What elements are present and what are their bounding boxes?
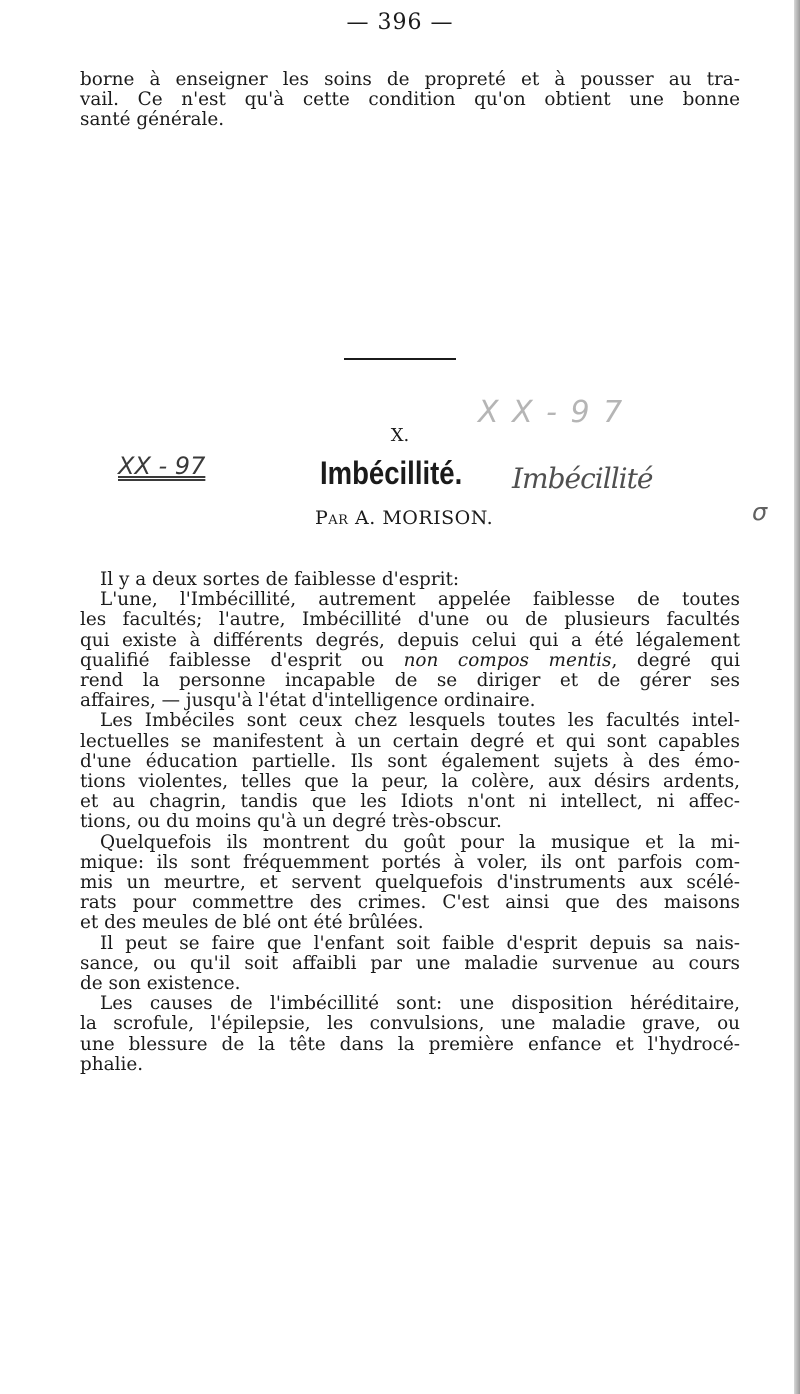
text-line: borne à enseigner les soins de propreté et à pousser au tra- [80, 69, 740, 90]
text-line: mis un meurtre, et servent quelquefois d'instruments aux scélé- [80, 872, 740, 894]
text-line: et au chagrin, tandis que les Idiots n'ont ni intellect, ni affec- [80, 791, 740, 813]
text-line: affaires, — jusqu'à l'état d'intelligence ordinaire. [80, 690, 536, 712]
text-line: tions, ou du moins qu'à un degré très-obscur. [80, 811, 502, 833]
text-line: qui existe à différents degrés, depuis celui qui a été légalement [80, 629, 740, 651]
section-title: Imbécillité. [320, 455, 463, 491]
text-line: de son existence. [80, 973, 241, 995]
text-line: Il peut se faire que l'enfant soit faible d'esprit depuis sa nais- [100, 932, 740, 954]
handwritten-margin-mark: σ [752, 498, 768, 526]
text-line: lectuelles se manifestent à un certain degré et qui sont capables [80, 730, 740, 752]
text-line: Les Imbéciles sont ceux chez lesquels toutes les facultés intel- [100, 710, 740, 732]
text-line: phalie. [80, 1053, 144, 1075]
page-number: — 396 — [346, 10, 454, 35]
handwritten-title-scribble: Imbécillité [512, 462, 653, 495]
text-line: santé générale. [80, 109, 225, 131]
text-line: une blessure de la tête dans la première enfance et l'hydrocé- [80, 1033, 740, 1055]
text-line: la scrofule, l'épilepsie, les convulsions, une maladie grave, ou [80, 1013, 740, 1035]
author-prefix: Par [315, 507, 349, 529]
text-line: rend la personne incapable de se diriger et de gérer ses [80, 670, 740, 692]
intro-paragraph [80, 70, 740, 131]
handwritten-left-mark: XX - 97 [118, 452, 206, 480]
page-edge-shadow [794, 0, 800, 1394]
text-line: L'une, l'Imbécillité, autrement appelée faiblesse de toutes [100, 589, 740, 611]
section-number: X. [390, 425, 410, 446]
author-name: A. MORISON. [355, 507, 494, 529]
text-line: d'une éducation partielle. Ils sont également sujets à des émo- [80, 750, 740, 772]
text-line: tions violentes, telles que la peur, la colère, aux désirs ardents, [80, 771, 740, 793]
text-line: sance, ou qu'il soit affaibli par une maladie survenue au cours [80, 952, 740, 974]
text-line: mique: ils sont fréquemment portés à voler, ils ont parfois com- [80, 851, 740, 873]
text-line: rats pour commettre des crimes. C'est ainsi que des maisons [80, 892, 740, 914]
main-body [80, 570, 740, 1075]
text-line: et des meules de blé ont été brûlées. [80, 912, 424, 934]
text-line: Quelquefois ils montrent du goût pour la musique et la mi- [100, 831, 740, 853]
section-divider [344, 358, 456, 360]
text-line: vail. Ce n'est qu'à cette condition qu'on obtient une bonne [80, 89, 740, 111]
text-line: les facultés; l'autre, Imbécillité d'une ou de plusieurs facultés [80, 609, 740, 631]
handwritten-top-mark: X X - 9 7 [478, 395, 625, 430]
text-line: Il y a deux sortes de faiblesse d'esprit: [100, 569, 460, 590]
latin-phrase: non compos mentis [403, 649, 612, 671]
text-line: Les causes de l'imbécillité sont: une disposition héréditaire, [100, 993, 740, 1015]
author-line [315, 507, 493, 529]
text-line: qualifié faiblesse d'esprit ou non compos mentis, degré qui [80, 649, 740, 671]
